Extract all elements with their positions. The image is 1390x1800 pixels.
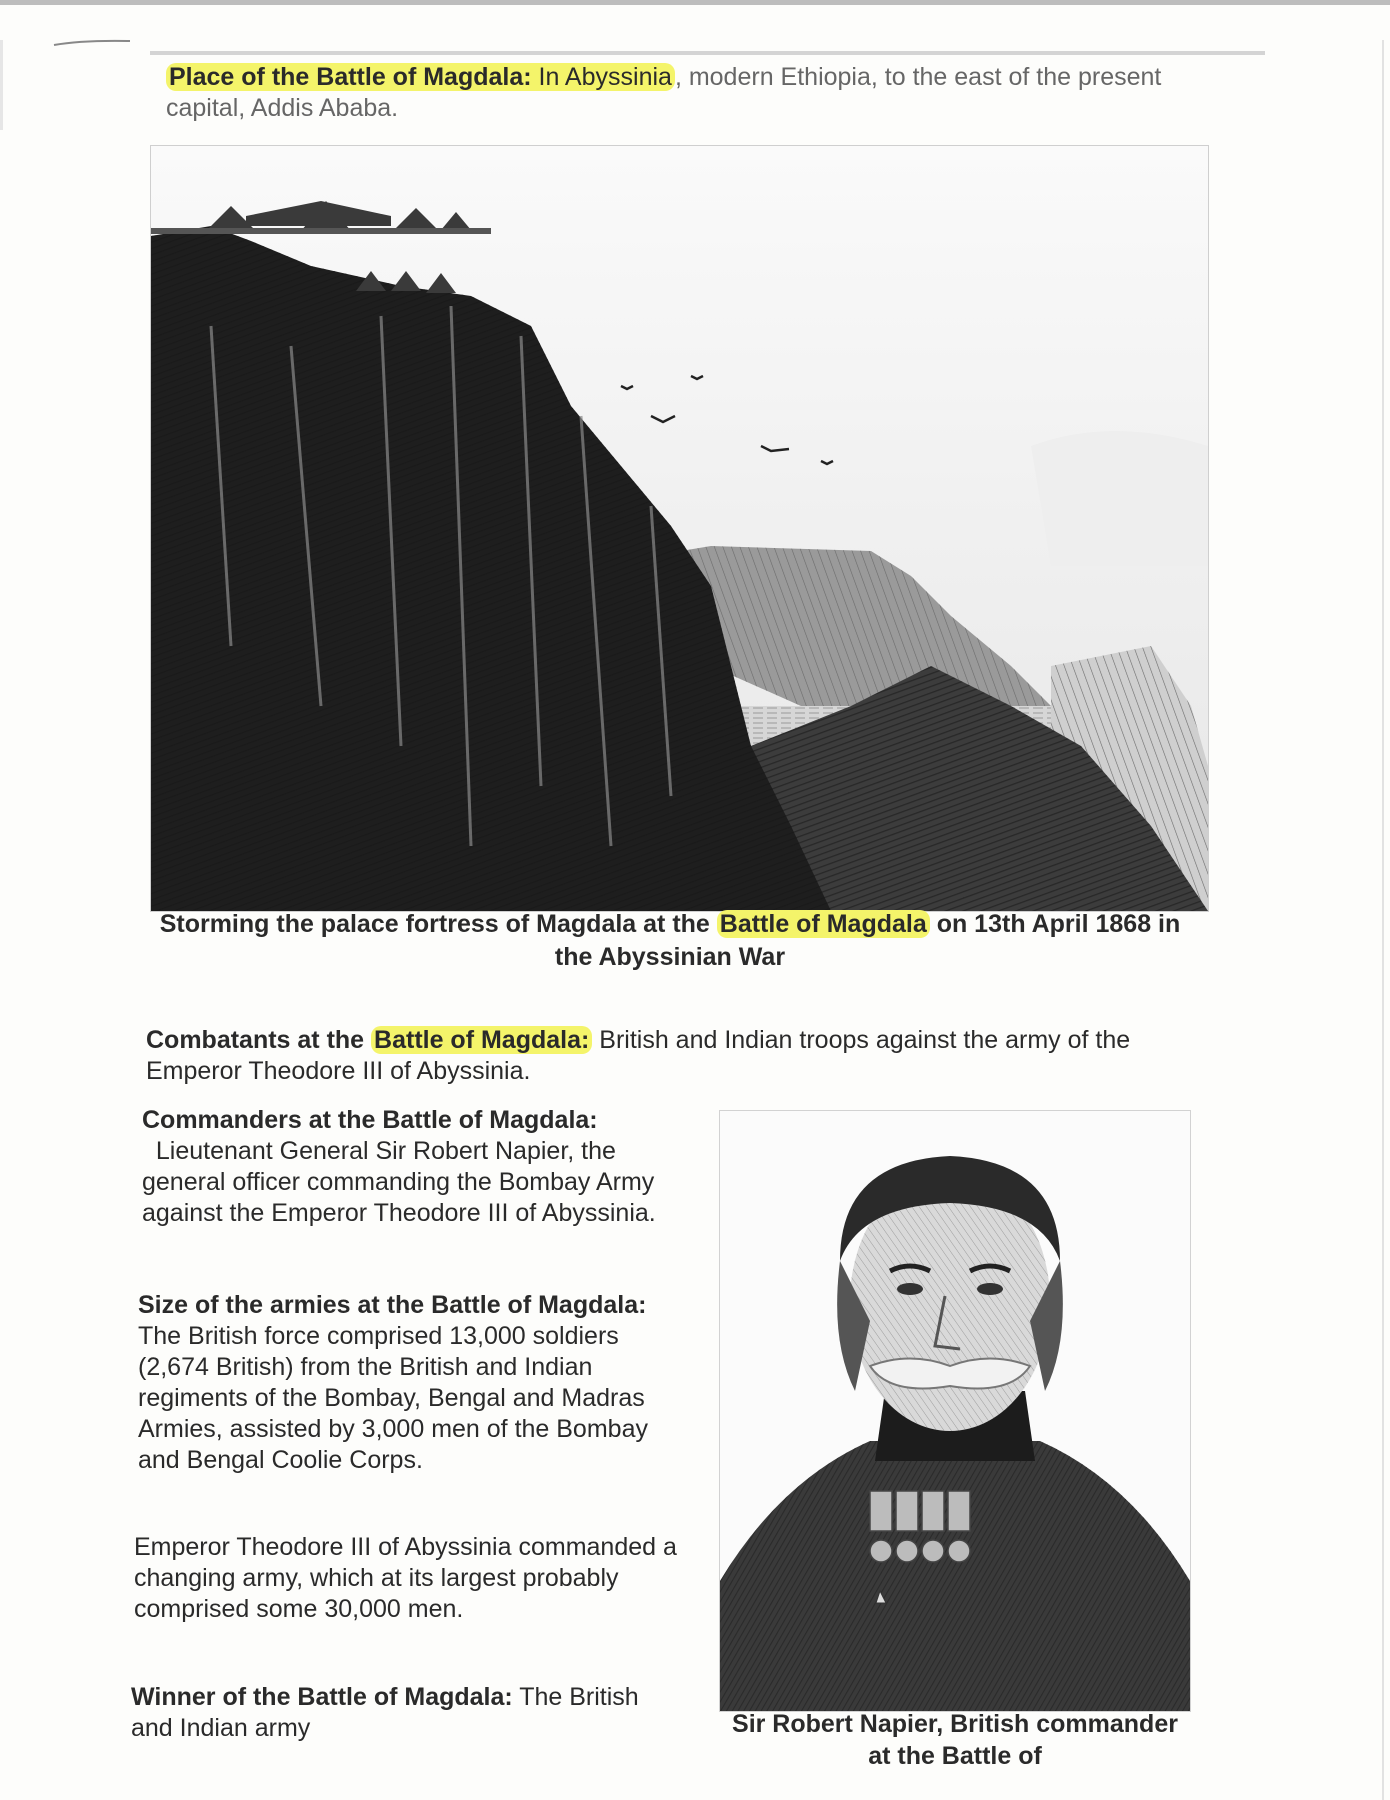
combatants-text: British and Indian troops against the army of the Emperor Theodore III of Abyssinia. — [146, 1026, 1131, 1085]
winner-label: Winner of the Battle of Magdala: — [131, 1683, 513, 1711]
commanders-label: Commanders at the Battle of Magdala: — [142, 1106, 598, 1134]
size-text: The British force comprised 13,000 soldiers (2,674 British) from the British and Indian regiments of the Bombay, Bengal and Madras Armies, assisted by 3,000 men of the Bombay and Bengal Coolie Corps. — [138, 1322, 648, 1474]
winner-paragraph — [131, 1682, 676, 1744]
combatants-label-highlight: Battle of Magdala: — [374, 1026, 590, 1054]
figure1-caption-highlight: Battle of Magdala — [717, 910, 930, 938]
place-text: , modern Ethiopia, to the east of the present capital, Addis Ababa. — [166, 63, 1162, 122]
size-paragraph — [138, 1290, 683, 1476]
fortress-engraving-drawing — [151, 146, 1208, 911]
theodore-paragraph — [134, 1532, 679, 1625]
fortress-engraving-caption — [150, 908, 1190, 974]
theodore-text: Emperor Theodore III of Abyssinia commanded a changing army, which at its largest probably comprised some 30,000 men. — [134, 1533, 677, 1623]
napier-portrait — [719, 1110, 1191, 1712]
winner-text: The British and Indian army — [131, 1683, 639, 1742]
scan-edge-left — [0, 40, 3, 130]
commanders-text: Lieutenant General Sir Robert Napier, the general officer commanding the Bombay Army against the Emperor Theodore III of Abyssinia. — [142, 1137, 656, 1227]
commanders-paragraph — [142, 1105, 682, 1229]
scan-edge-top — [0, 0, 1390, 5]
top-rule — [150, 51, 1265, 55]
place-highlight-text: In Abyssinia — [538, 63, 672, 91]
figure1-caption-before: Storming the palace fortress of Magdala at the — [159, 910, 717, 938]
napier-portrait-drawing — [720, 1111, 1190, 1711]
napier-portrait-caption: Sir Robert Napier, British commander at the Battle of — [732, 1710, 1178, 1768]
scan-edge-right — [1382, 40, 1384, 1800]
place-label: Place of the Battle of Magdala: — [169, 63, 532, 91]
place-paragraph — [166, 62, 1246, 124]
figure1-caption-after: on 13th April 1868 in the Abyssinian War — [554, 910, 1181, 971]
place-highlight — [166, 63, 675, 91]
combatants-label-before: Combatants at the — [146, 1026, 372, 1054]
combatants-paragraph — [146, 1025, 1216, 1087]
size-label: Size of the armies at the Battle of Magdala: — [138, 1291, 647, 1319]
pen-mark-icon — [52, 38, 132, 48]
fortress-engraving — [150, 145, 1209, 912]
